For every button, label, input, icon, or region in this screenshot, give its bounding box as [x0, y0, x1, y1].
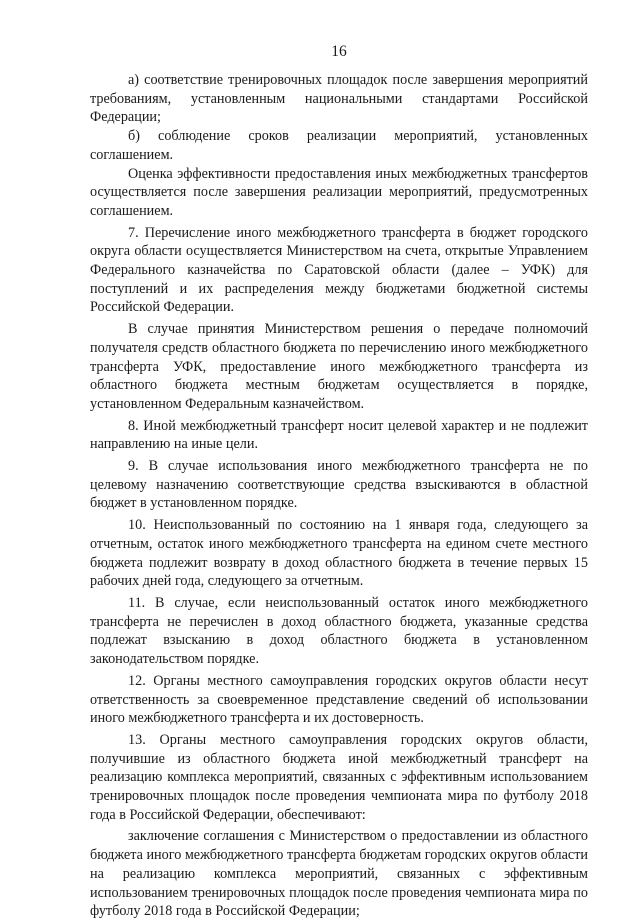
- paragraph-8: 8. Иной межбюджетный трансферт носит целевой характер и не подлежит направлению на иные цели.: [90, 417, 588, 453]
- paragraph-9: 9. В случае использования иного межбюджетного трансферта не по целевому назначению соответствующие средства взыскиваются в областной бюджет в установленном порядке.: [90, 458, 588, 512]
- paragraph-evaluation: Оценка эффективности предоставления иных межбюджетных трансфертов осуществляется после завершения реализации мероприятий, предусмотренных соглашением.: [90, 165, 588, 219]
- paragraph-11: 11. В случае, если неиспользованный остаток иного межбюджетного трансферта не перечислен в доход областного бюджета, указанные средства подлежат взысканию в доход областного бюджета в установленном законодательством порядке.: [90, 594, 588, 668]
- paragraph-12: 12. Органы местного самоуправления городских округов области несут ответственность за своевременное представление сведений об использовании иного межбюджетного трансферта и их достоверность.: [90, 672, 588, 727]
- paragraph-item-b: б) соблюдение сроков реализации мероприятий, установленных соглашением.: [90, 128, 588, 163]
- page-number: 16: [331, 43, 347, 60]
- paragraph-10: 10. Неиспользованный по состоянию на 1 января года, следующего за отчетным, остаток иного межбюджетного трансферта на едином счете местного бюджета подлежит возврату в доход областного бюджета в течение первых 15 рабочих дней года, следующего за отчетным.: [90, 517, 588, 590]
- paragraph-7-delegation: В случае принятия Министерством решения о передаче полномочий получателя средств областного бюджета по перечислению иного межбюджетного трансферта УФК, предоставление иного межбюджетного трансферта из областного бюджета местным бюджетам осуществляется в порядке, установленном Федеральным казначейством.: [90, 321, 588, 412]
- document-body: [90, 71, 588, 921]
- paragraph-13: 13. Органы местного самоуправления городских округов области, получившие из областного бюджета иной межбюджетный трансферт на реализацию комплекса мероприятий, связанных с эффективным использованием тренировочных площадок после проведения чемпионата мира по футболу 2018 года в Российской Федерации, обеспечивают:: [90, 731, 588, 823]
- paragraph-13-agreement: заключение соглашения с Министерством о предоставлении из областного бюджета иного межбюджетного трансферта бюджетам городских округов области на реализацию комплекса мероприятий, связанных с эффективным использованием тренировочных площадок после проведения чемпионата мира по футболу 2018 года в Российской Федерации;: [90, 828, 588, 920]
- paragraph-item-a: а) соответствие тренировочных площадок после завершения мероприятий требованиям, установленным национальными стандартами Российской Федерации;: [90, 72, 588, 126]
- paragraph-7: 7. Перечисление иного межбюджетного трансферта в бюджет городского округа области осуществляется Министерством на счета, открытые Управлением Федерального казначейства по Саратовской области (далее – УФК) для поступлений и их распределения между бюджетами бюджетной системы Российской Федерации.: [90, 224, 588, 316]
